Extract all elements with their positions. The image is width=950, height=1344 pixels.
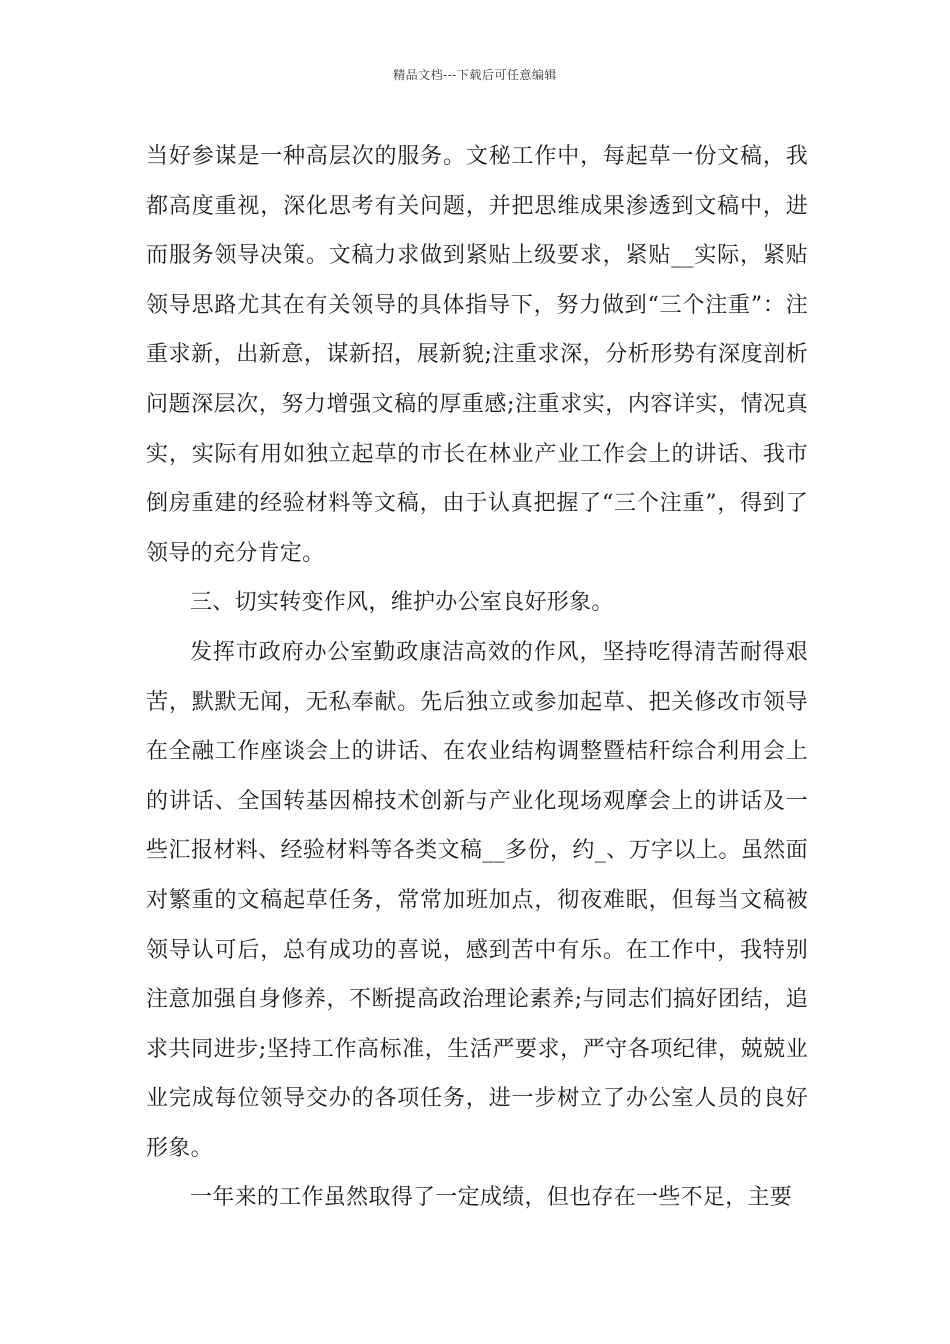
section-heading: 三、切实转变作风，维护办公室良好形象。	[190, 590, 614, 616]
paragraph-continuation: 当好参谋是一种高层次的服务。文秘工作中，每起草一份文稿，我都高度重视，深化思考有关问题，并把思维成果渗透到文稿中，进而服务领导决策。文稿力求做到紧贴上级要求，紧贴__实际，紧贴领导思路尤其在有关领导的具体指导下，努力做到“三个注重”：注重求新，出新意，谋新招，展新貌;注重求深，分析形势有深度剖析问题深层次，努力增强文稿的厚重感;注重求实，内容详实，情况真实，实际有用如独立起草的市长在林业产业工作会上的讲话、我市倒房重建的经验材料等文稿，由于认真把握了“三个注重”，得到了领导的充分肯定。	[146, 144, 808, 566]
page-header: 精品文档---下载后可任意编辑	[393, 68, 557, 82]
paragraph: 发挥市政府办公室勤政康洁高效的作风，坚持吃得清苦耐得艰苦，默默无闻，无私奉献。先后独立或参加起草、把关修改市领导在全融工作座谈会上的讲话、在农业结构调整暨桔秆综合利用会上的讲话、全国转基因棉技术创新与产业化现场观摩会上的讲话及一些汇报材料、经验材料等各类文稿__多份，约_、万字以上。虽然面对繁重的文稿起草任务，常常加班加点，彻夜难眠，但每当文稿被领导认可后，总有成功的喜说，感到苦中有乐。在工作中，我特别注意加强自身修养，不断提高政治理论素养;与同志们搞好团结，追求共同进步;坚持工作高标准，生活严要求，严守各项纪律，兢兢业业完成每位领导交办的各项任务，进一步树立了办公室人员的良好形象。	[146, 639, 808, 1161]
document-body	[146, 132, 808, 1223]
paragraph: 一年来的工作虽然取得了一定成绩，但也存在一些不足，主要	[190, 1185, 793, 1211]
